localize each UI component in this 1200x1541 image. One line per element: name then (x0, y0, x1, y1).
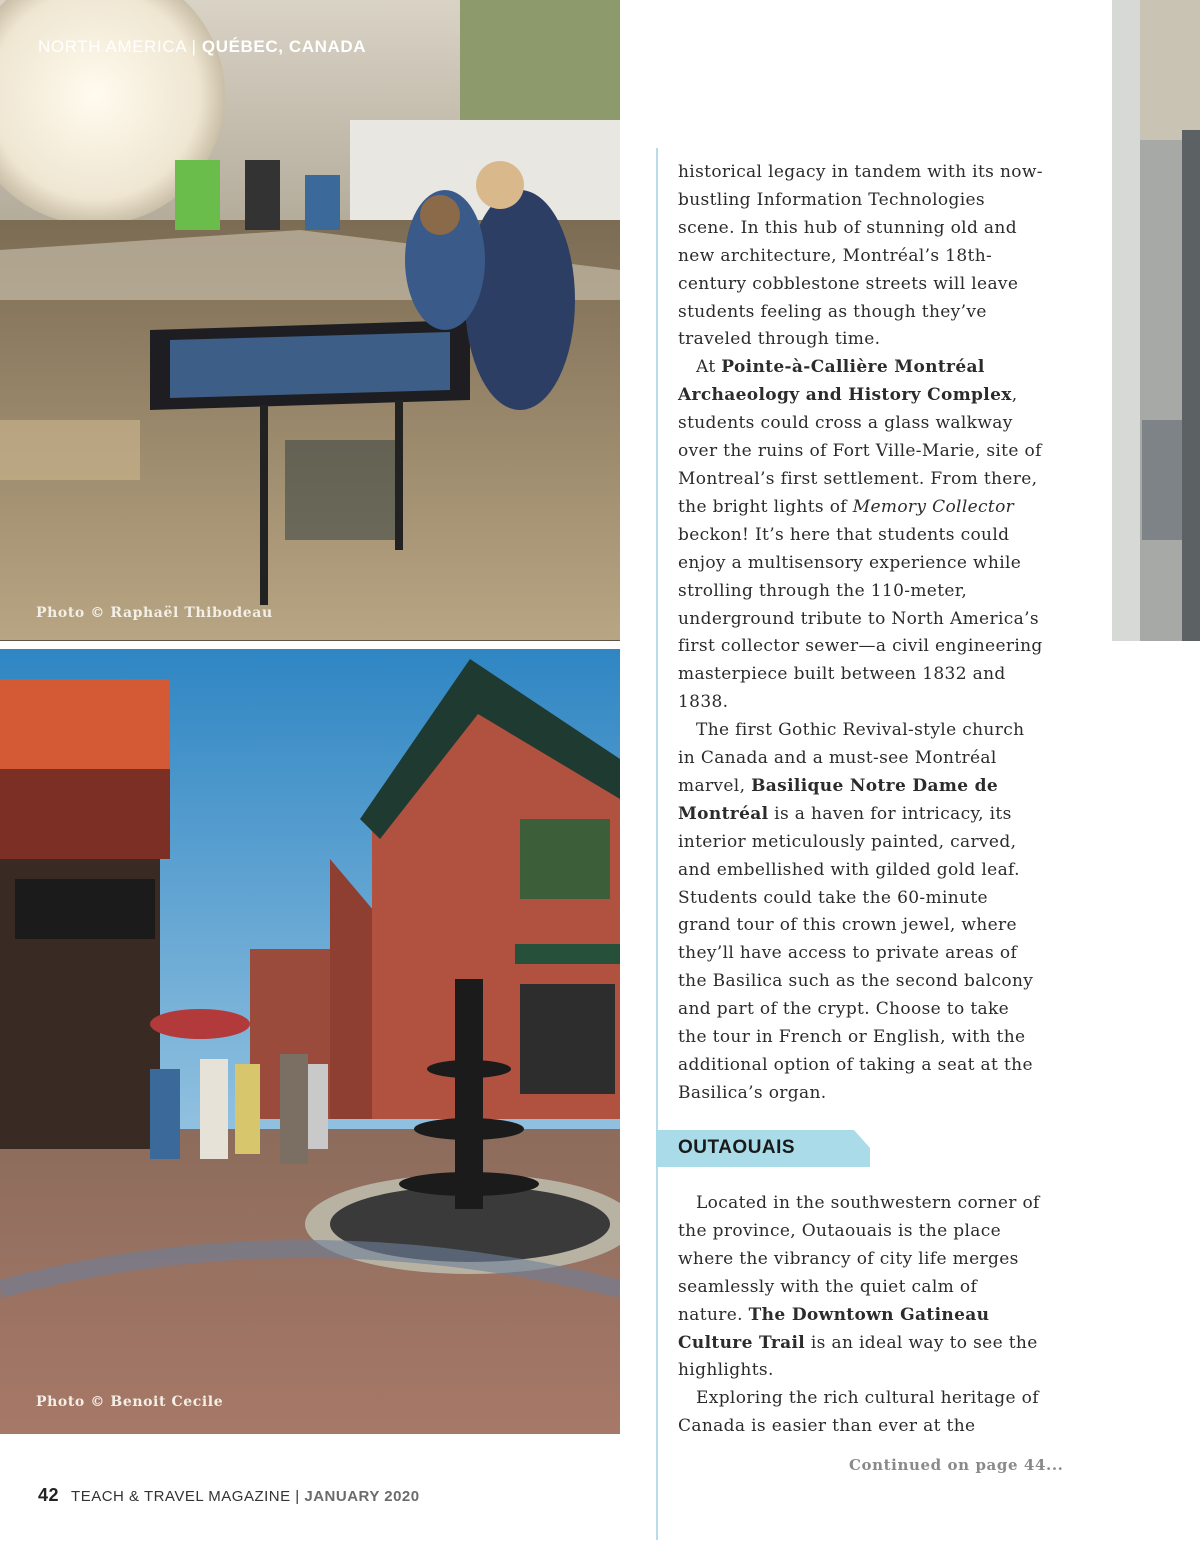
kicker-region: NORTH AMERICA (38, 37, 187, 56)
section-heading (656, 1130, 870, 1167)
article-column (678, 159, 1043, 1108)
paragraph-3 (678, 717, 1043, 1108)
magazine-name: TEACH & TRAVEL MAGAZINE (71, 1488, 291, 1505)
issue-date: JANUARY 2020 (304, 1488, 420, 1505)
p4-post: is an ideal way to see the highlights. (678, 1332, 1038, 1381)
p3-post: is a haven for intricacy, its interior meticulously painted, carved, and embellished with gilded gold leaf. Students could take the 60-minute grand tour of this crown jewel, where they’ll have access to private areas of the Basilica such as the second balcony and part of the crypt. Choose to take the tour in French or English, with the additional option of taking a seat at the Basilica’s organ. (678, 803, 1034, 1103)
street-photo-credit: Photo © Benoit Cecile (36, 1394, 224, 1410)
p2-mid: , students could cross a glass walkway over the ruins of Fort Ville-Marie, site of Montreal’s first settlement. From there, the bright lights of (678, 385, 1042, 517)
kicker-location: QUÉBEC, CANADA (201, 37, 367, 56)
p4-venue: The Downtown Gatineau Culture Trail (678, 1304, 990, 1353)
kicker-separator: | (186, 37, 202, 56)
p2-post: beckon! It’s here that students could enjoy a multisensory experience while strolling through the 110-meter, underground tribute to North America’s first collector sewer—a civil engineering masterpiece built between 1832 and 1838. (678, 524, 1043, 713)
p2-pre: At (696, 357, 722, 378)
column-rule (656, 148, 658, 1540)
section-kicker (38, 37, 366, 57)
paragraph-2 (678, 354, 1043, 717)
museum-photo-credit: Photo © Raphaël Thibodeau (36, 605, 273, 621)
continued-note: Continued on page 44... (849, 1456, 1064, 1474)
p2-exhibit: Memory Collector (852, 496, 1015, 517)
p4-pre: Located in the southwestern corner of the province, Outaouais is the place where the vibrancy of city life merges seamlessly with the quiet calm of nature. (678, 1193, 1040, 1325)
p3-pre: The first Gothic Revival-style church in Canada and a must-see Montréal marvel, (678, 720, 1025, 796)
street-photo (0, 649, 620, 1434)
page-number: 42 (38, 1485, 60, 1505)
article-column-continued (678, 1190, 1043, 1441)
p2-venue: Pointe-à-Callière Montréal Archaeology and History Complex (678, 357, 1012, 406)
p3-venue: Basilique Notre Dame de Montréal (678, 775, 999, 824)
section-title: OUTAOUAIS (678, 1137, 796, 1158)
page-footer (38, 1485, 420, 1506)
paragraph-1: historical legacy in tandem with its now-bustling Information Technologies scene. In this hub of stunning old and new architecture, Montréal’s 18th-century cobblestone streets will leave students feeling as though they’ve traveled through time. (678, 162, 1043, 350)
paragraph-5: Exploring the rich cultural heritage of Canada is easier than ever at the (678, 1388, 1039, 1437)
edge-photo (1112, 0, 1200, 641)
paragraph-4 (678, 1190, 1043, 1385)
footer-separator: | (290, 1488, 305, 1505)
museum-photo (0, 0, 620, 641)
